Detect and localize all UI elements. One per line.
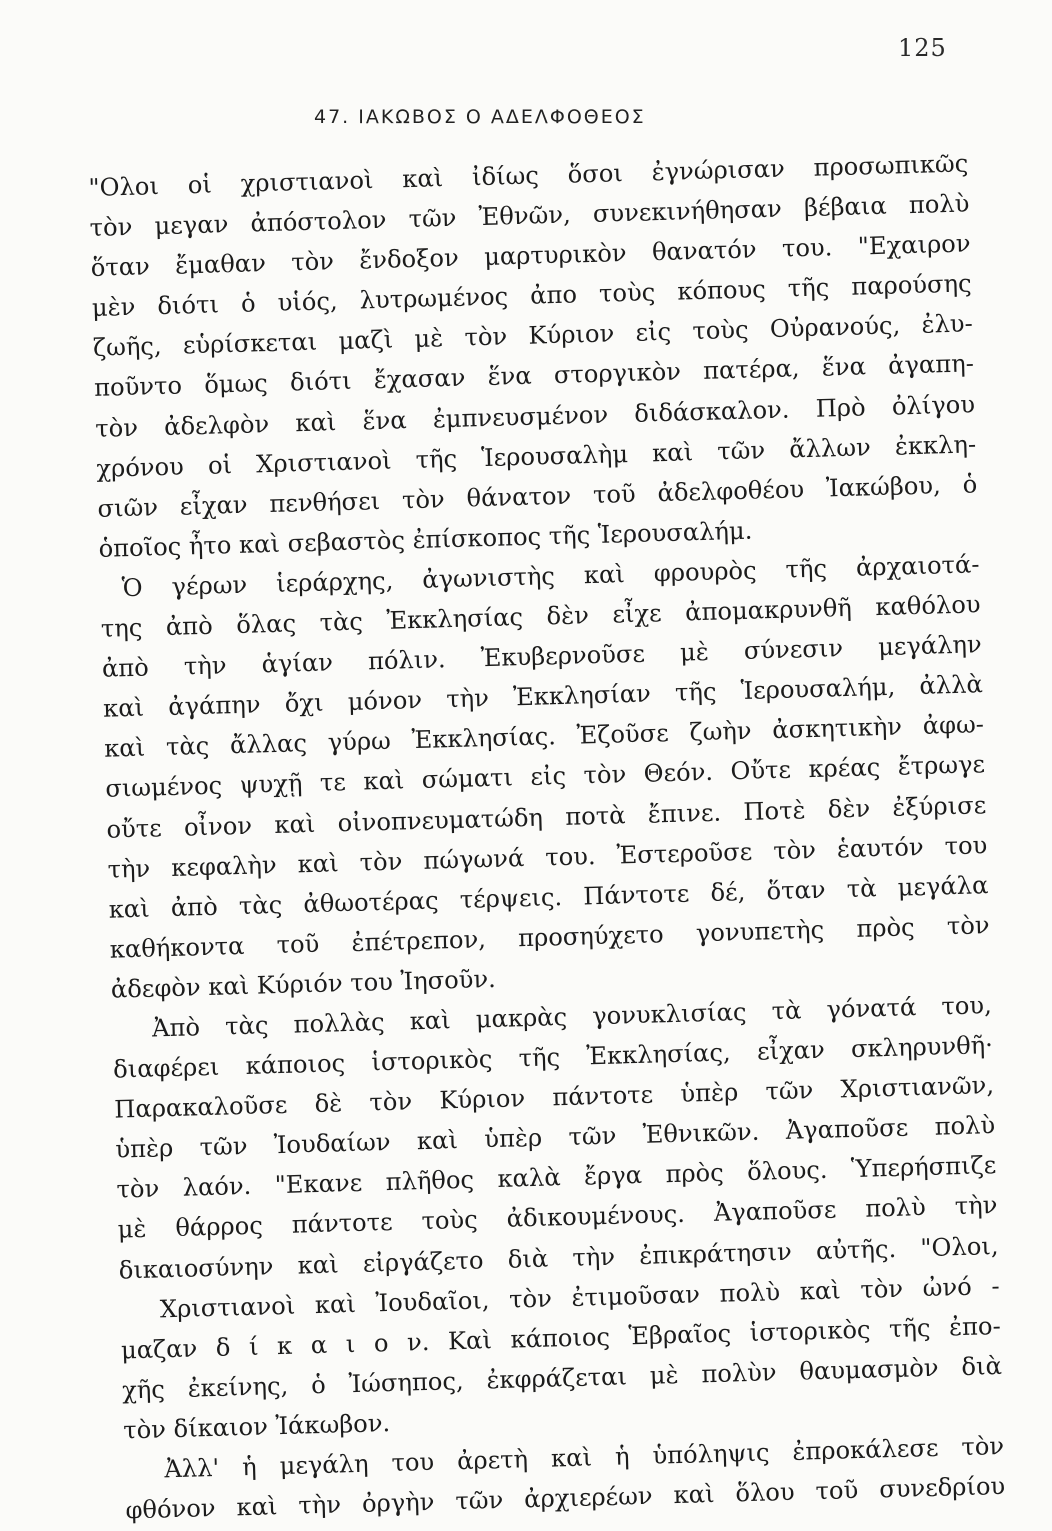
text-line: ὁποῖος ἦτο καὶ σεβαστὸς ἐπίσκοπος τῆς Ἱερουσαλήμ. xyxy=(98,516,753,563)
text-line: ἀδεφὸν καὶ Κύριόν του Ἰησοῦν. xyxy=(110,964,497,1004)
text-line: Ἀλλ' ἡ μεγάλη του ἀρετὴ καὶ ἡ ὑπόληψις ἐπροκάλεσε τὸν xyxy=(163,1431,1005,1484)
text-line: σιωμένος ψυχῇ τε καὶ σώματι εἰς τὸν Θεόν. Οὔτε κρέας ἔτρωγε xyxy=(104,750,986,804)
text-line: καὶ ἀγάπην ὄχι μόνον τὴν Ἐκκλησίαν τῆς Ἱερουσαλήμ, ἀλλὰ xyxy=(102,670,984,724)
text-line: οὔτε οἶνον καὶ οἰνοπνευματώδη ποτὰ ἔπινε. Ποτὲ δὲν ἐξύρισε xyxy=(106,790,987,844)
text-line: διαφέρει κάποιος ἱστορικὸς τῆς Ἐκκλησίας, εἶχαν σκληρυνθῆ· xyxy=(112,1031,994,1084)
text-line: χῆς ἐκείνης, ὁ Ἰώσηπος, ἐκφράζεται μὲ πολὺν θαυμασμὸν διὰ xyxy=(121,1351,1003,1405)
text-line: μὲν διότι ὁ υἱός, λυτρωμένος ἀπο τοὺς κόπους τῆς παρούσης xyxy=(91,269,972,323)
text-line: "Ολοι οἱ χριστιανοὶ καὶ ἰδίως ὅσοι ἐγνώρισαν προσωπικῶς xyxy=(88,149,969,202)
text-line: φθόνον καὶ τὴν ὀργὴν τῶν ἀρχιερέων καὶ ὅλου τοῦ συνεδρίου xyxy=(125,1472,1006,1525)
body-text xyxy=(88,143,1006,1530)
text-line: καὶ τὰς ἄλλας γύρω Ἐκκλησίας. Ἐζοῦσε ζωὴν ἀσκητικὴν ἀφω- xyxy=(103,710,985,764)
text-line: της ἀπὸ ὅλας τὰς Ἐκκλησίας δὲν εἶχε ἀπομακρυνθῆ καθόλου xyxy=(100,590,981,643)
text-line: ὑπὲρ τῶν Ἰουδαίων καὶ ὑπὲρ τῶν Ἐθνικῶν. Ἀγαποῦσε πολὺ xyxy=(115,1111,996,1164)
text-line: τὸν μεγαν ἀπόστολον τῶν Ἐθνῶν, συνεκινήθησαν βέβαια πολὺ xyxy=(89,189,970,243)
text-line: ὅταν ἔμαθαν τὸν ἔνδοξον μαρτυρικὸν θανατόν του. "Εχαιρον xyxy=(90,229,971,283)
text-line: Ὁ γέρων ἱεράρχης, ἀγωνιστὴς καὶ φρουρὸς τῆς ἀρχαιοτά- xyxy=(121,550,980,603)
text-line: Χριστιανοὶ καὶ Ἰουδαῖοι, τὸν ἐτιμοῦσαν πολὺ καὶ τὸν ὠνό - xyxy=(159,1271,1000,1324)
text-line: ἀπὸ τὴν ἁγίαν πόλιν. Ἐκυβερνοῦσε μὲ σύνεσιν μεγάλην xyxy=(101,630,983,683)
text-line: μὲ θάρρος πάντοτε τοὺς ἀδικουμένους. Ἀγαποῦσε πολὺ τὴν xyxy=(117,1191,998,1245)
text-line: καὶ ἀπὸ τὰς ἀθωοτέρας τέρψεις. Πάντοτε δέ, ὅταν τὰ μεγάλα xyxy=(108,870,989,924)
text-line: Παρακαλοῦσε δὲ τὸν Κύριον πάντοτε ὑπὲρ τῶν Χριστιανῶν, xyxy=(113,1071,995,1124)
text-line: σιῶν εἶχαν πενθήσει τὸν θάνατον τοῦ ἀδελφοθέου Ἰακώβου, ὁ xyxy=(97,470,978,523)
text-line: τὸν ἀδελφὸν καὶ ἕνα ἐμπνευσμένον διδάσκαλον. Πρὸ ὀλίγου xyxy=(94,389,976,443)
page-number: 125 xyxy=(898,34,947,62)
text-line: ζωῆς, εὑρίσκεται μαζὶ μὲ τὸν Κύριον εἰς τοὺς Οὐρανούς, ἐλυ- xyxy=(92,309,974,363)
text-line: τὸν λαόν. "Εκανε πλῆθος καλὰ ἔργα πρὸς ὅλους. Ὑπερήσπιζε xyxy=(116,1151,997,1204)
text-line: μαζαν δ ί κ α ι ο ν. Καὶ κάποιος Ἑβραῖος ἱστορικὸς τῆς ἐπο- xyxy=(120,1311,1002,1365)
text-line: Ἀπὸ τὰς πολλὰς καὶ μακρὰς γονυκλισίας τὰ γόνατά του, xyxy=(151,991,993,1043)
text-line: δικαιοσύνην καὶ εἰργάζετο διὰ τὴν ἐπικράτησιν αὐτῆς. "Ολοι, xyxy=(118,1231,999,1285)
text-line: χρόνου οἱ Χριστιανοὶ τῆς Ἱερουσαλὴμ καὶ τῶν ἄλλων ἐκκλη- xyxy=(96,429,977,483)
text-line: καθήκοντα τοῦ ἐπέτρεπον, προσηύχετο γονυπετὴς πρὸς τὸν xyxy=(109,910,990,964)
text-line: τὴν κεφαλὴν καὶ τὸν πώγωνά του. Ἐστεροῦσε τὸν ἑαυτόν του xyxy=(107,830,988,884)
text-line: τὸν δίκαιον Ἰάκωβον. xyxy=(122,1408,391,1445)
chapter-heading: 47. ΙΑΚΩΒΟΣ Ο ΑΔΕΛΦΟΘΕΟΣ xyxy=(314,106,646,128)
text-line: ποῦντο ὅμως διότι ἔχασαν ἕνα στοργικὸν πατέρα, ἕνα ἀγαπη- xyxy=(93,349,975,403)
